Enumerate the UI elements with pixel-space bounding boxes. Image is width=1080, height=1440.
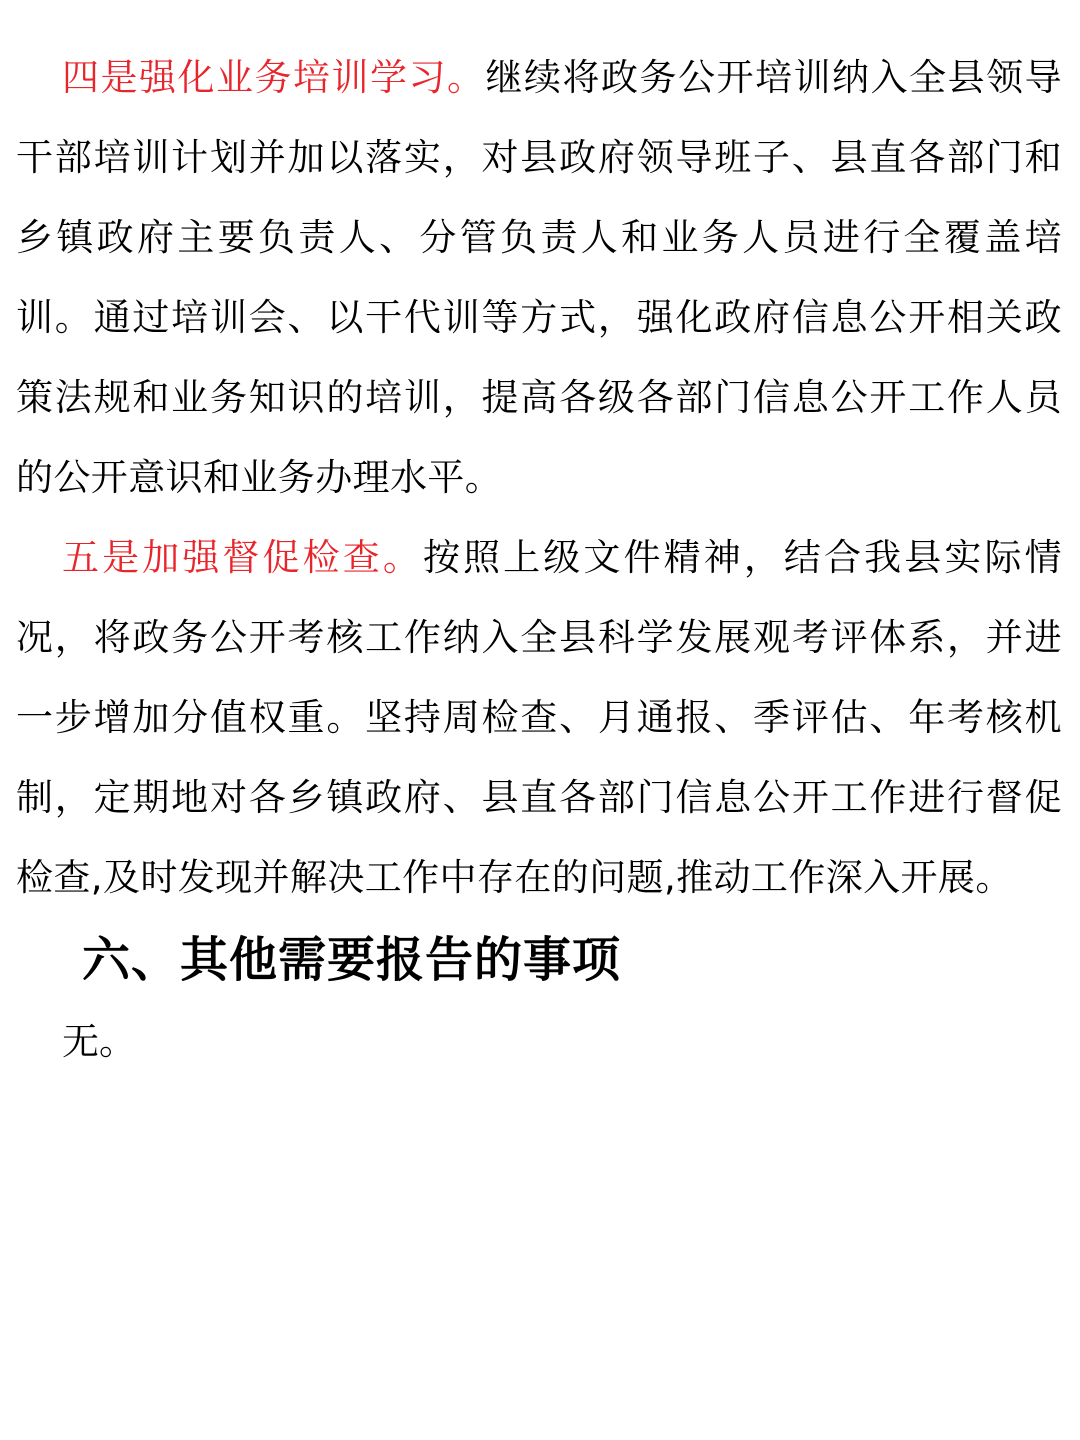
paragraph-body: 按照上级文件精神，结合我县实际情况，将政务公开考核工作纳入全县科学发展观考评体系，并进一步增加分值权重。坚持周检查、月通报、季评估、年考核机制，定期地对各乡镇政府、县直各部门信息公开工作进行督促检查,及时发现并解决工作中存在的问题,推动工作深入开展。: [16, 536, 1062, 899]
paragraph-training: [16, 38, 1062, 518]
paragraph-body: 继续将政务公开培训纳入全县领导干部培训计划并加以落实，对县政府领导班子、县直各部门和乡镇政府主要负责人、分管负责人和业务人员进行全覆盖培训。通过培训会、以干代训等方式，强化政府信息公开相关政策法规和业务知识的培训，提高各级各部门信息公开工作人员的公开意识和业务办理水平。: [16, 56, 1062, 499]
closing-text: 无。: [62, 1020, 136, 1063]
section-heading: 六、其他需要报告的事项: [82, 932, 622, 988]
paragraph-supervision: [16, 518, 1062, 918]
paragraph-lead: 四是强化业务培训学习。: [62, 56, 486, 99]
paragraph-lead: 五是加强督促检查。: [62, 536, 423, 579]
